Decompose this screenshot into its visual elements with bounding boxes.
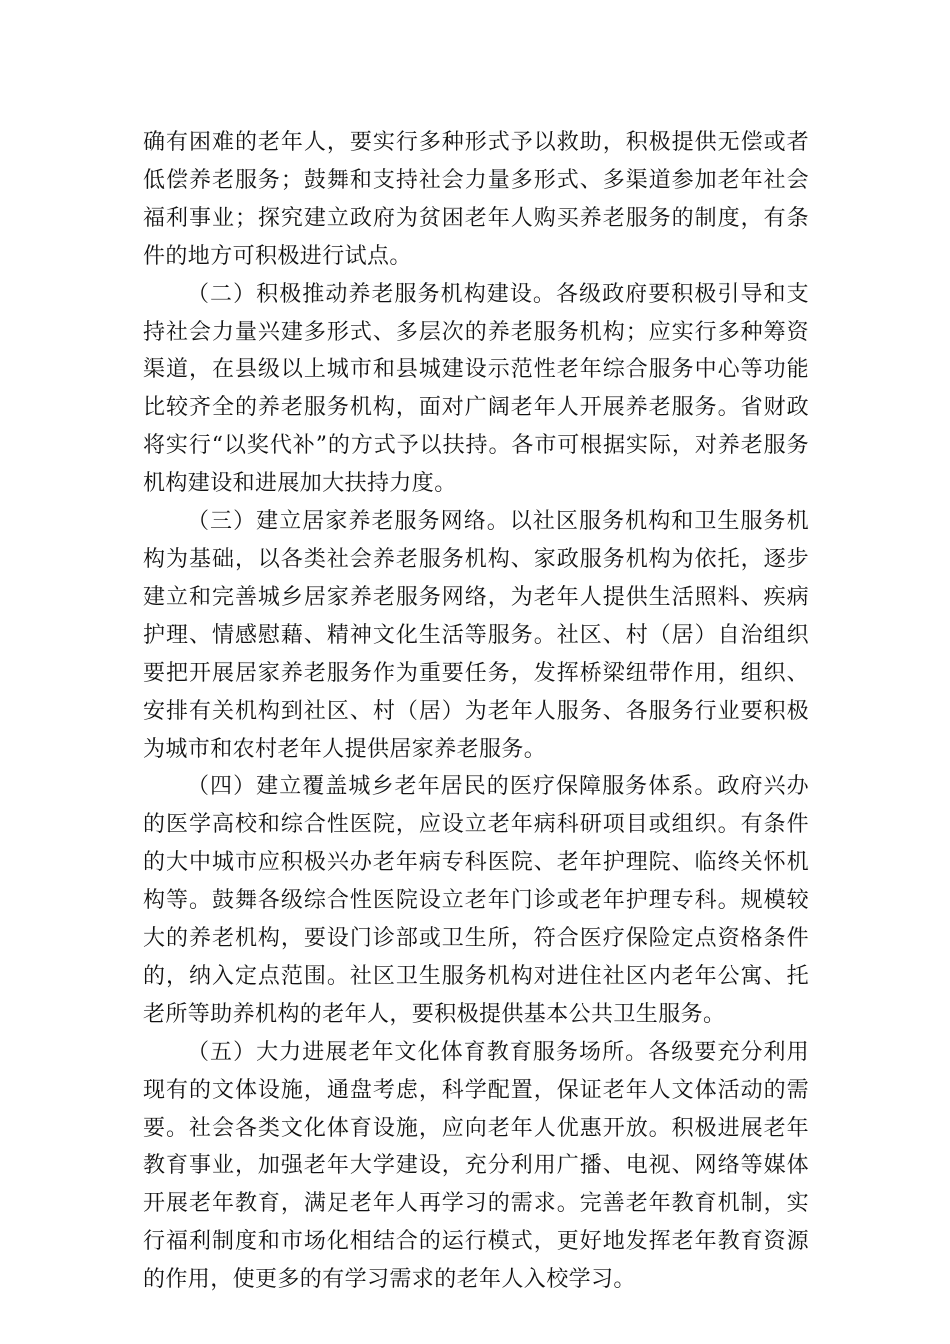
paragraph-section-2: （二）积极推动养老服务机构建设。各级政府要积极引导和支持社会力量兴建多形式、多层次的养老服务机构；应实行多种筹资渠道，在县级以上城市和县城建设示范性老年综合服务中心等功能比较齐全的养老服务机构，面对广阔老年人开展养老服务。省财政将实行“以奖代补”的方式予以扶持。各市可根据实际，对养老服务机构建设和进展加大扶持力度。 bbox=[143, 281, 809, 497]
paragraph-continuation: 确有困难的老年人，要实行多种形式予以救助，积极提供无偿或者低偿养老服务；鼓舞和支持社会力量多形式、多渠道参加老年社会福利事业；探究建立政府为贫困老年人购买养老服务的制度，有条件的地方可积极进行试点。 bbox=[143, 130, 809, 269]
document-body bbox=[143, 124, 809, 1299]
paragraph-section-3: （三）建立居家养老服务网络。以社区服务机构和卫生服务机构为基础，以各类社会养老服务机构、家政服务机构为依托，逐步建立和完善城乡居家养老服务网络，为老年人提供生活照料、疾病护理、情感慰藉、精神文化生活等服务。社区、村（居）自治组织要把开展居家养老服务作为重要任务，发挥桥梁纽带作用，组织、安排有关机构到社区、村（居）为老年人服务、各服务行业要积极为城市和农村老年人提供居家养老服务。 bbox=[143, 509, 809, 762]
paragraph-section-5: （五）大力进展老年文化体育教育服务场所。各级要充分利用现有的文体设施，通盘考虑，科学配置，保证老年人文体活动的需要。社会各类文化体育设施，应向老年人优惠开放。积极进展老年教育事业，加强老年大学建设，充分利用广播、电视、网络等媒体开展老年教育，满足老年人再学习的需求。完善老年教育机制，实行福利制度和市场化相结合的运行模式，更好地发挥老年教育资源的作用，使更多的有学习需求的老年人入校学习。 bbox=[143, 1039, 809, 1293]
paragraph-section-4: （四）建立覆盖城乡老年居民的医疗保障服务体系。政府兴办的医学高校和综合性医院，应设立老年病科研项目或组织。有条件的大中城市应积极兴办老年病专科医院、老年护理院、临终关怀机构等。鼓舞各级综合性医院设立老年门诊或老年护理专科。规模较大的养老机构，要设门诊部或卫生所，符合医疗保险定点资格条件的，纳入定点范围。社区卫生服务机构对进住社区内老年公寓、托老所等助养机构的老年人，要积极提供基本公共卫生服务。 bbox=[143, 774, 809, 1027]
